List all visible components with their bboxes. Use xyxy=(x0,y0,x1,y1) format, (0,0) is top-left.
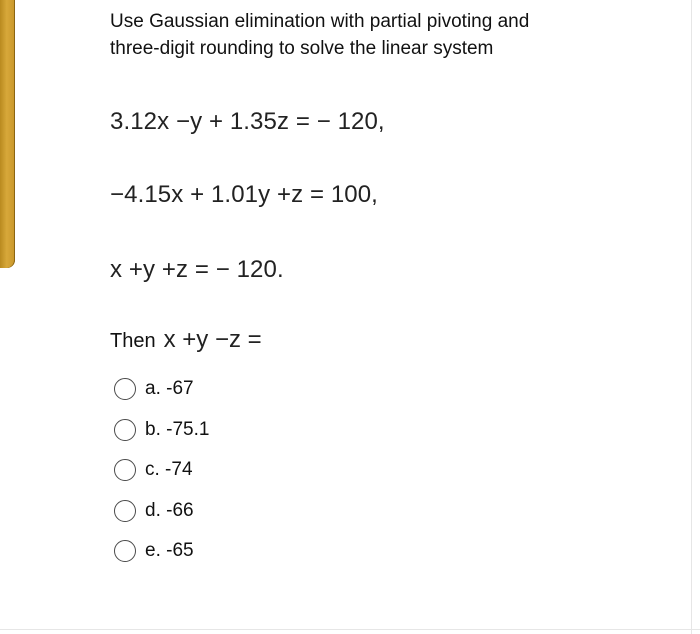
radio-button-a[interactable] xyxy=(114,378,136,400)
equation-3: x +y +z = − 120. xyxy=(110,256,284,283)
left-side-tab xyxy=(0,0,15,268)
right-divider xyxy=(691,0,692,634)
option-c-label[interactable]: c. -74 xyxy=(145,459,193,481)
option-a[interactable] xyxy=(114,369,209,410)
option-b[interactable] xyxy=(114,410,209,451)
radio-button-d[interactable] xyxy=(114,500,136,522)
option-e[interactable] xyxy=(114,531,209,572)
radio-button-b[interactable] xyxy=(114,419,136,441)
option-d[interactable] xyxy=(114,491,209,532)
bottom-divider xyxy=(0,629,700,630)
equation-2: −4.15x + 1.01y +z = 100, xyxy=(110,181,378,208)
then-label: Then xyxy=(110,330,156,352)
option-e-label[interactable]: e. -65 xyxy=(145,540,194,562)
question-text xyxy=(110,8,670,62)
option-d-label[interactable]: d. -66 xyxy=(145,499,194,521)
then-expression: x +y −z = xyxy=(163,326,262,353)
radio-button-e[interactable] xyxy=(114,540,136,562)
question-line-2: three-digit rounding to solve the linear system xyxy=(110,38,494,59)
option-c[interactable] xyxy=(114,450,209,491)
then-prompt xyxy=(110,326,262,354)
option-a-label[interactable]: a. -67 xyxy=(145,378,194,400)
equation-1: 3.12x −y + 1.35z = − 120, xyxy=(110,108,385,135)
answer-options xyxy=(114,369,209,572)
radio-button-c[interactable] xyxy=(114,459,136,481)
question-line-1: Use Gaussian elimination with partial pivoting and xyxy=(110,11,530,32)
option-b-label[interactable]: b. -75.1 xyxy=(145,418,210,440)
